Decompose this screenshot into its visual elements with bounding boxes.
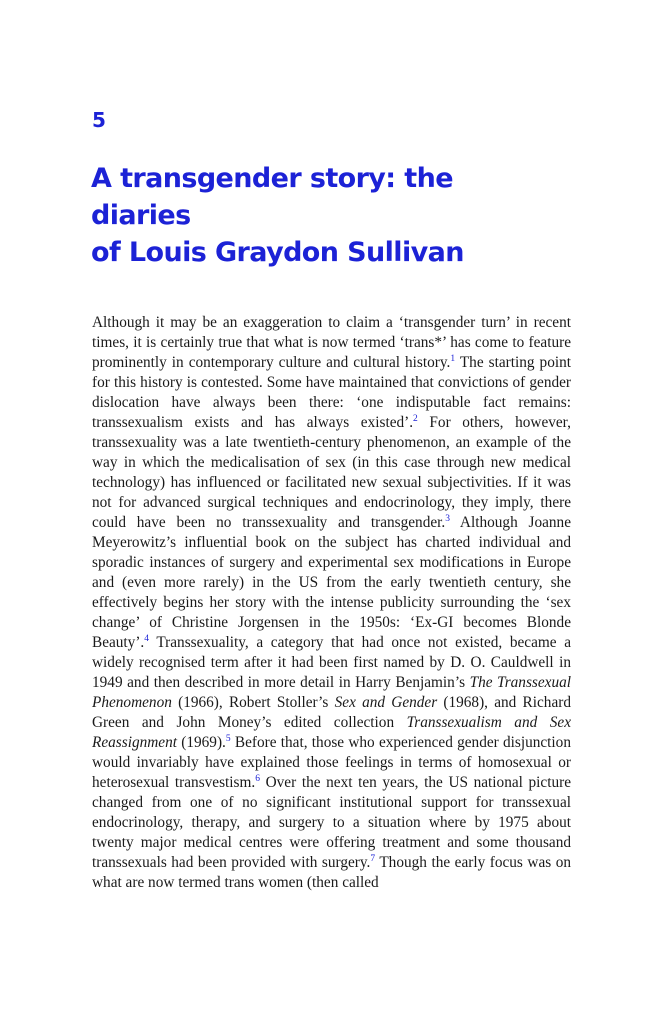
body-paragraph <box>92 313 571 893</box>
chapter-number: 5 <box>92 108 106 132</box>
text-segment: Over the next ten years, the US national picture changed from one of no significant institutional support for transsexual endocrinology, therapy, and surgery to a situation where by 1975 about twenty major medical centres were offering treatment and some thousand transsexuals had been provided with surgery. <box>92 774 571 871</box>
text-segment: For others, however, transsexuality was a late twentieth-century phenomenon, an example of the way in which the medicalisation of sex (in this case through new medical technology) has influenced or facilitated new sexual subjectivities. If it was not for advanced surgical techniques and endocrinology, they imply, there could have been no transsexuality and transgender. <box>92 414 571 531</box>
text-segment: The starting point for this history is contested. Some have maintained that convictions of gender dislocation have always been there: ‘one indisputable fact remains: transsexualism exists and has always existed’. <box>92 354 571 431</box>
chapter-title-line-2: of Louis Graydon Sullivan <box>91 237 464 268</box>
footnote-marker-7[interactable]: 7 <box>370 853 376 864</box>
book-title: The Transsexual Phenomenon <box>92 674 571 711</box>
text-segment: Transsexuality, a category that had once not existed, became a widely recognised term after it had been first named by D. O. Cauldwell in 1949 and then described in more detail in Harry Benjamin’s <box>92 634 571 691</box>
text-segment: (1969). <box>176 734 226 751</box>
text-segment: Before that, those who experienced gender disjunction would invariably have explained those feelings in terms of homosexual or heterosexual transvestism. <box>92 734 571 791</box>
chapter-title <box>91 160 561 271</box>
text-segment: (1966), Robert Stoller’s <box>171 694 335 711</box>
footnote-marker-1[interactable]: 1 <box>450 353 456 364</box>
text-segment: Although it may be an exaggeration to claim a ‘transgender turn’ in recent times, it is certainly true that what is now termed ‘trans*’ has come to feature prominently in contemporary culture and cultural history. <box>92 314 571 371</box>
footnote-marker-3[interactable]: 3 <box>445 513 450 524</box>
text-segment: (1968), and Richard Green and John Money’s edited collection <box>92 694 571 731</box>
footnote-marker-2[interactable]: 2 <box>413 413 418 424</box>
footnote-marker-4[interactable]: 4 <box>144 633 149 644</box>
text-segment: Though the early focus was on what are now termed trans women (then called <box>92 854 572 891</box>
text-segment: Although Joanne Meyerowitz’s influential book on the subject has charted individual and sporadic instances of surgery and experimental sex modifications in Europe and (even more rarely) in the US from the early twentieth century, she effectively begins her story with the intense publicity surrounding the ‘sex change’ of Christine Jorgensen in the 1950s: ‘Ex-GI becomes Blonde Beauty’. <box>92 514 571 651</box>
chapter-title-line-1: A transgender story: the diaries <box>91 163 453 231</box>
book-title: Sex and Gender <box>334 694 438 711</box>
footnote-marker-5[interactable]: 5 <box>225 733 231 744</box>
book-title: Transsexualism and Sex Reassignment <box>92 714 571 751</box>
footnote-marker-6[interactable]: 6 <box>255 773 260 784</box>
